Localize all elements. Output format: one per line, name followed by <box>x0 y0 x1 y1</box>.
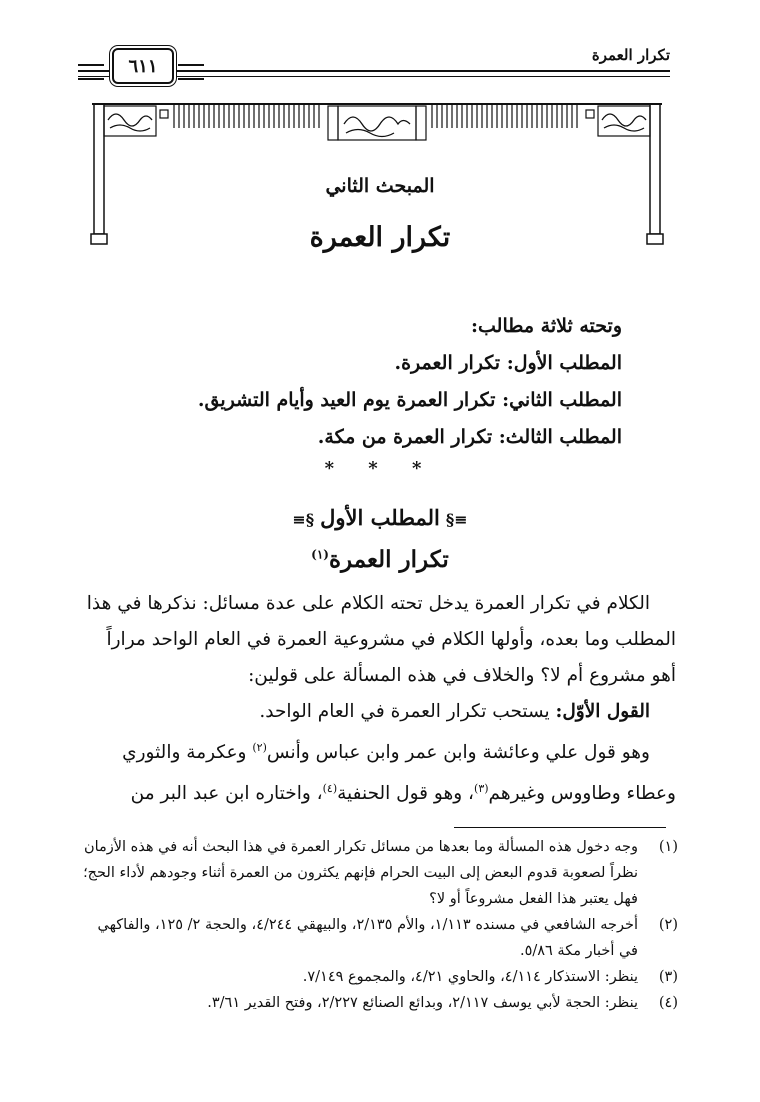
page-number: ٦١١ <box>112 48 174 84</box>
first-opinion-label: القول الأوّل: <box>555 701 650 722</box>
paragraph-2 <box>84 694 676 730</box>
footnote <box>78 834 678 912</box>
contents-item-1: المطلب الأول: تكرار العمرة. <box>394 352 622 374</box>
paragraph-3-part-a: وهو قول علي وعائشة وابن عمر وابن عباس وأنس <box>266 742 650 764</box>
paragraph-1: الكلام في تكرار العمرة يدخل تحته الكلام على عدة مسائل: نذكرها في هذا المطلب وما بعده، وأولها الكلام في مشروعية العمرة في العام الواحد مراراً أهو مشروع أم لا؟ والخلاف في هذه المسألة على قولين: <box>86 593 676 686</box>
contents-item-3: المطلب الثالث: تكرار العمرة من مكة. <box>317 426 622 448</box>
section-title: تكرار العمرة <box>309 222 451 253</box>
contents-list <box>122 308 622 456</box>
footnote-ref-2: (٢) <box>252 741 267 754</box>
requirement-title-text: تكرار العمرة <box>328 546 449 573</box>
requirement-title <box>0 546 760 573</box>
footnote-text: ينظر: الاستذكار ٤/١١٤، والحاوي ٤/٢١، والمجموع ٧/١٤٩. <box>302 969 638 985</box>
footnote <box>78 912 678 964</box>
contents-item-2: المطلب الثاني: تكرار العمرة يوم العيد وأيام التشريق. <box>197 389 622 411</box>
footnote-text: ينظر: الحجة لأبي يوسف ٢/١١٧، وبدائع الصنائع ٢/٢٢٧، وفتح القدير ٣/٦١. <box>207 995 638 1011</box>
running-header <box>78 42 670 90</box>
footnote-text: وجه دخول هذه المسألة وما بعدها من مسائل تكرار العمرة في هذا البحث أنه في هذه الأزمان نظراً لصعوبة قدوم البعض إلى البيت الحرام فإنهم يكثرون من العمرة أثناء وجودهم لأداء الحج؛ فهل يعتبر هذا الفعل مشروعاً أو لا؟ <box>83 839 638 907</box>
page-number-ornament-left <box>78 64 104 80</box>
section-separator: * * * <box>324 458 436 479</box>
footnote-ref-1: (١) <box>311 547 329 562</box>
heading-ornament-left: §≡ <box>292 510 315 529</box>
footnotes <box>78 834 678 1016</box>
paragraph-3-part-c: ، وهو قول الحنفية <box>337 783 475 805</box>
footnote-number: (٤) <box>658 995 678 1011</box>
footnote <box>78 964 678 990</box>
paragraph-3-part-b: وعكرمة والثوري وعطاء وطاووس وغيرهم <box>122 742 676 805</box>
footnote-ref-4: (٤) <box>322 782 338 796</box>
footnote-rule <box>454 827 666 828</box>
body-text <box>84 586 676 812</box>
paragraph-3-part-d: ، واختاره ابن عبد البر من <box>130 783 323 805</box>
footnote-number: (١) <box>658 839 678 855</box>
footnote-text: أخرجه الشافعي في مسنده ١/١١٣، والأم ٢/١٣٥، والبيهقي ٤/٢٤٤، والحجة ٢/ ١٢٥، والفاكهي في أخبار مكة ٥/٨٦. <box>97 917 638 959</box>
section-kicker: المبحث الثاني <box>325 175 435 197</box>
running-title: تكرار العمرة <box>591 46 670 64</box>
page-number-ornament-right <box>178 64 204 80</box>
contents-intro: وتحته ثلاثة مطالب: <box>471 315 622 337</box>
first-opinion-text: يستحب تكرار العمرة في العام الواحد. <box>259 701 556 722</box>
footnote-number: (٣) <box>658 969 678 985</box>
footnote-ref-3: (٣) <box>474 782 489 796</box>
requirement-heading <box>0 505 760 530</box>
requirement-heading-text: المطلب الأول <box>320 505 440 530</box>
footnote-number: (٢) <box>658 917 678 933</box>
paragraph-3 <box>84 730 676 812</box>
heading-ornament-right: ≡§ <box>445 510 468 529</box>
footnote <box>78 990 678 1016</box>
